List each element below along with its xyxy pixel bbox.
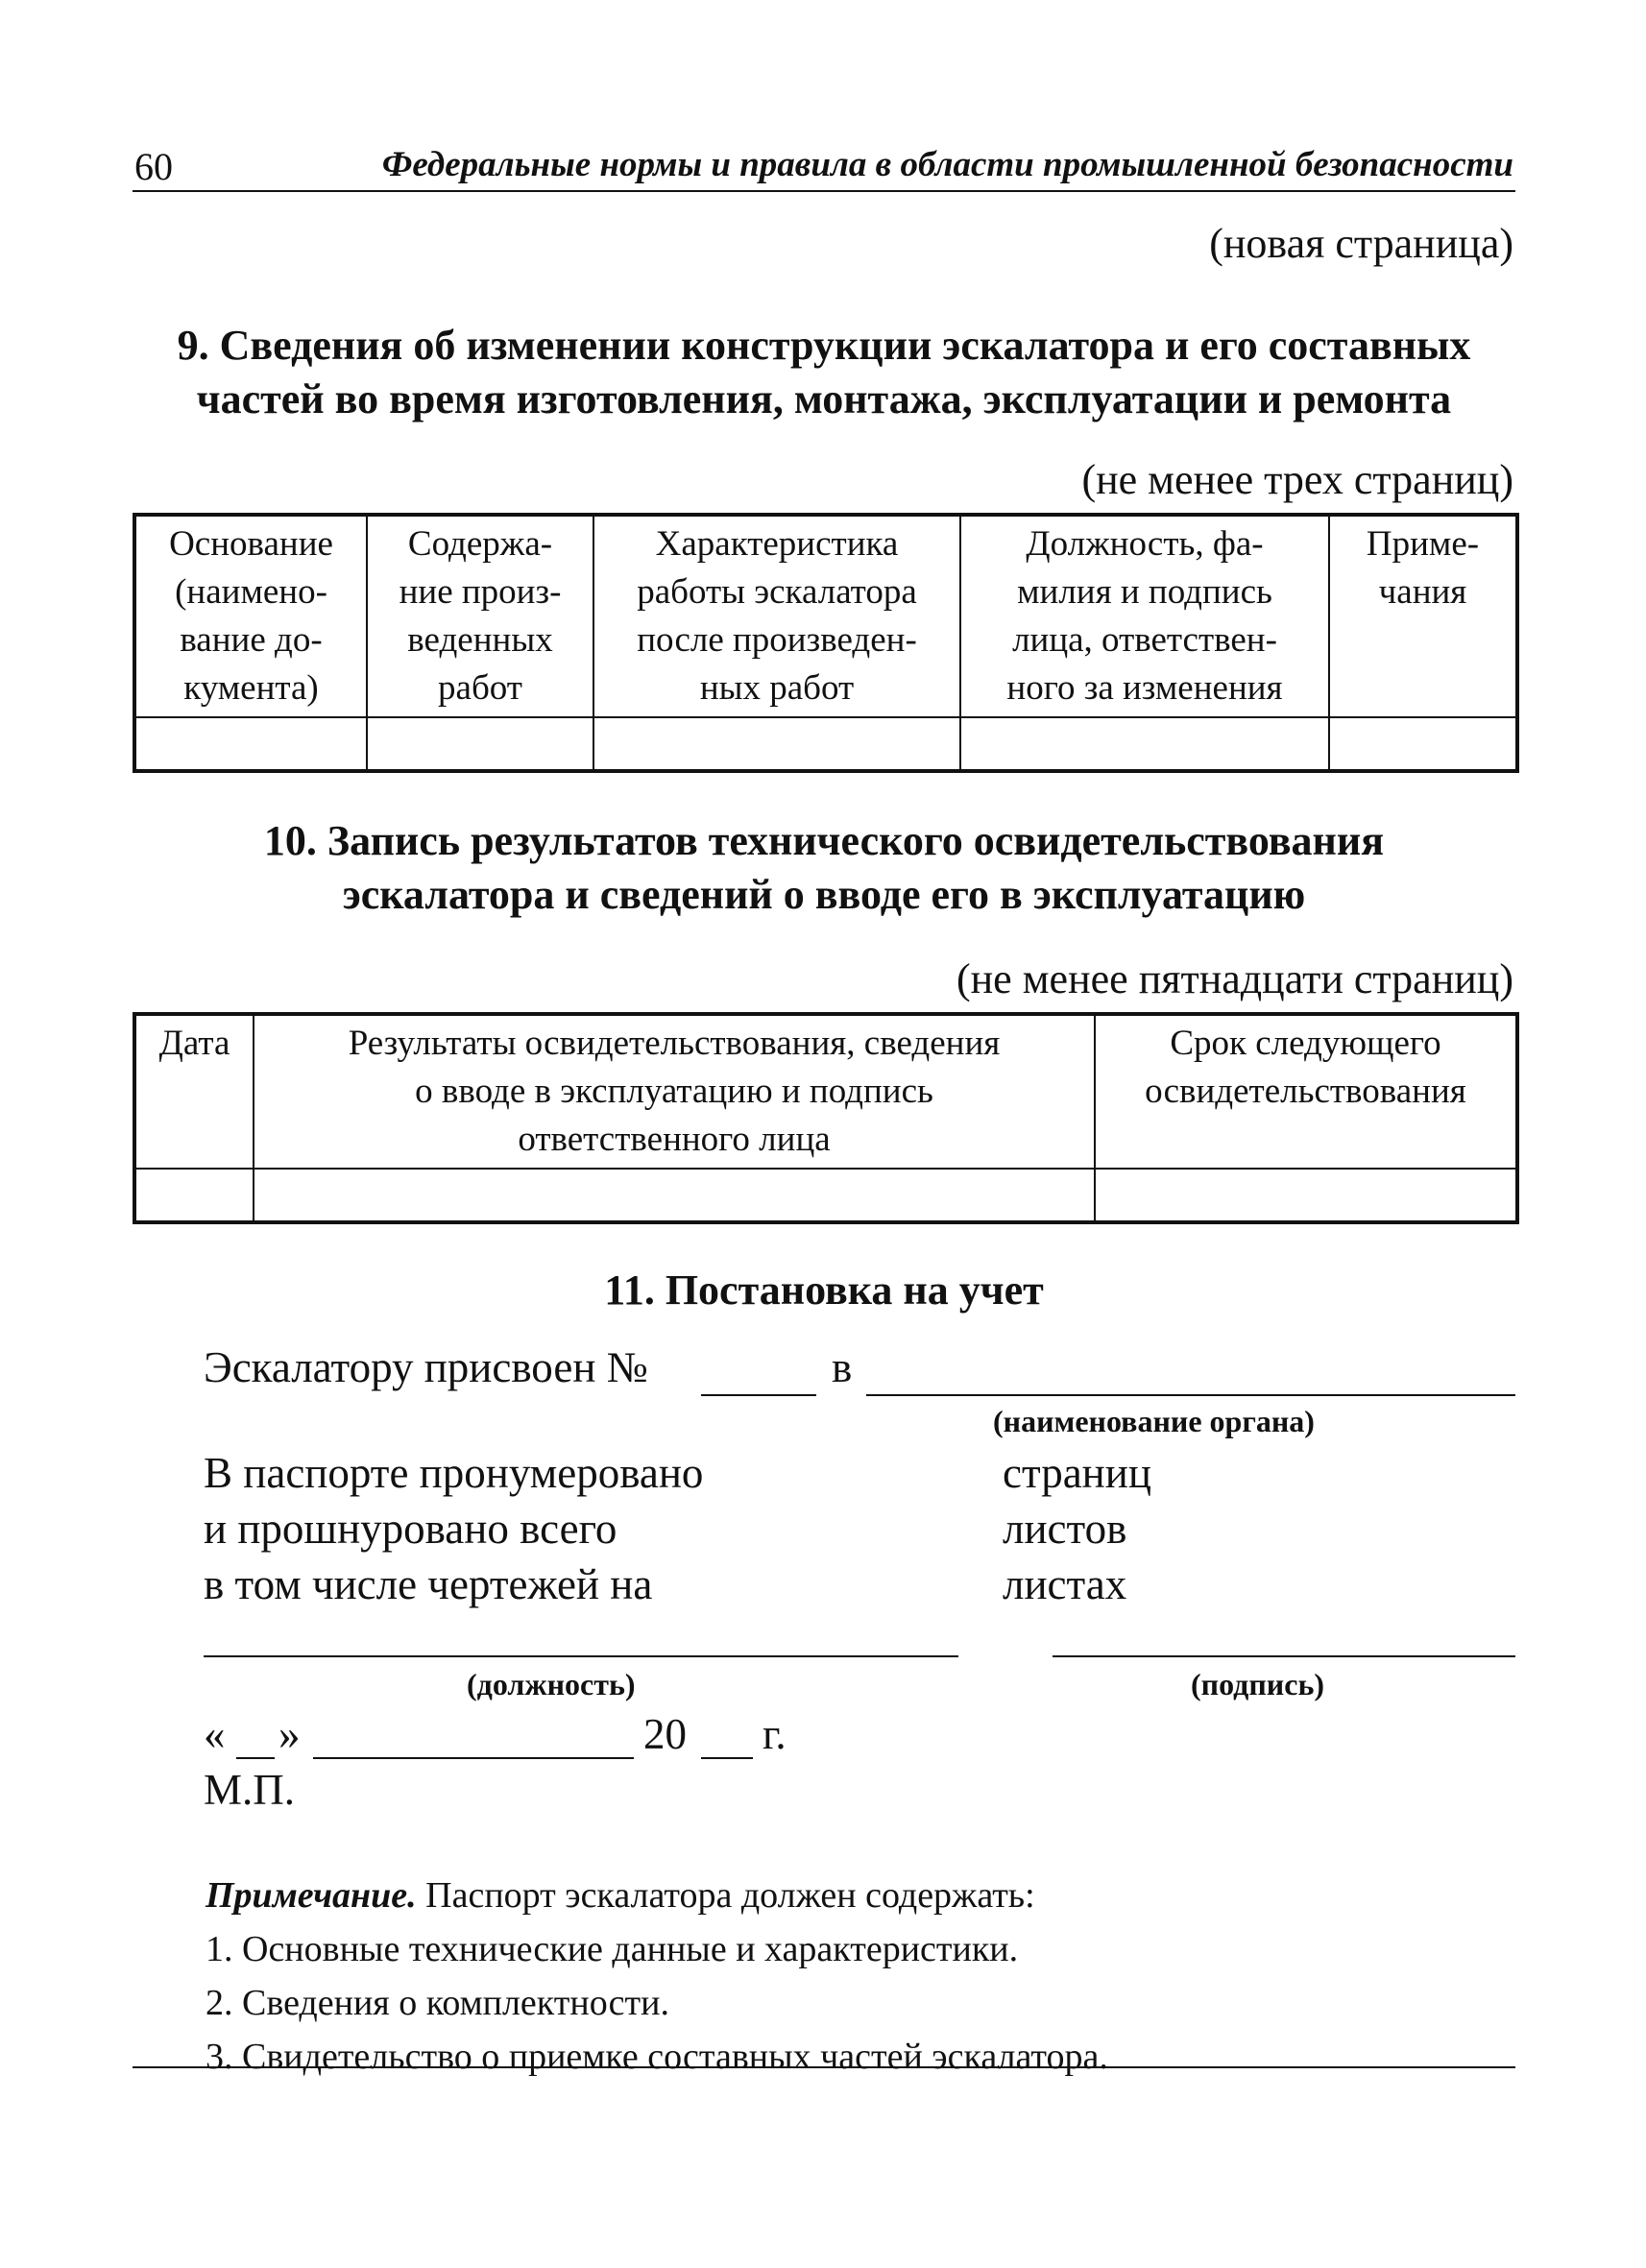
section10-title-line1: 10. Запись результатов технического освидетельствования xyxy=(263,817,1385,864)
year-field[interactable] xyxy=(701,1757,753,1759)
notes-label: Примечание. xyxy=(206,1875,417,1916)
col-characteristic: Характеристика работы эскалатора после произведен- ных работ xyxy=(593,515,960,717)
org-caption: (наименование органа) xyxy=(993,1404,1315,1438)
section9-title-line1: 9. Сведения об изменении конструкции эскалатора и его составных xyxy=(177,322,1471,369)
empty-cell[interactable] xyxy=(134,1169,254,1222)
section9-title xyxy=(133,319,1515,426)
drawings-unit: листах xyxy=(1003,1560,1127,1608)
sheets-label: и прошнуровано всего xyxy=(204,1505,617,1553)
section9-empty-row xyxy=(134,717,1517,771)
notes-intro xyxy=(206,1869,1108,1922)
notes-item: 1. Основные технические данные и характеристики. xyxy=(206,1929,1019,1969)
position-field[interactable] xyxy=(204,1655,958,1657)
section10-title xyxy=(133,814,1515,922)
empty-cell[interactable] xyxy=(1095,1169,1517,1222)
col-basis: Основание (наимено- вание до- кумента) xyxy=(134,515,367,717)
day-field[interactable] xyxy=(236,1757,275,1759)
col-results: Результаты освидетельствования, сведения о вводе в эксплуатацию и подпись ответственного лица xyxy=(254,1014,1095,1169)
empty-cell[interactable] xyxy=(367,717,593,771)
running-title: Федеральные нормы и правила в области промышленной безопасности xyxy=(381,145,1513,184)
notes-block xyxy=(206,1869,1108,2084)
col-notes: Приме- чания xyxy=(1329,515,1517,717)
section9-table xyxy=(133,513,1519,773)
notes-intro-text: Паспорт эскалатора должен содержать: xyxy=(416,1875,1035,1916)
stamp-label: М.П. xyxy=(204,1766,296,1814)
number-field[interactable] xyxy=(701,1394,816,1396)
bottom-rule xyxy=(133,2066,1515,2068)
pages-label: В паспорте пронумеровано xyxy=(204,1449,704,1497)
empty-cell[interactable] xyxy=(593,717,960,771)
pages-unit: страниц xyxy=(1003,1449,1151,1497)
date-close-quote: » xyxy=(278,1710,301,1758)
empty-cell[interactable] xyxy=(134,717,367,771)
assigned-in-label: в xyxy=(832,1343,853,1391)
year-prefix: 20 xyxy=(643,1710,687,1758)
empty-cell[interactable] xyxy=(254,1169,1095,1222)
page-number: 60 xyxy=(134,145,173,188)
month-field[interactable] xyxy=(313,1757,634,1759)
authority-field[interactable] xyxy=(866,1394,1515,1396)
assigned-label: Эскалатору присвоен № xyxy=(204,1343,648,1391)
col-date: Дата xyxy=(134,1014,254,1169)
date-open-quote: « xyxy=(204,1710,226,1758)
empty-cell[interactable] xyxy=(960,717,1329,771)
notes-item: 2. Сведения о комплектности. xyxy=(206,1983,669,2023)
section9-header-row xyxy=(134,515,1517,717)
section10-empty-row xyxy=(134,1169,1517,1222)
section9-title-line2: частей во время изготовления, монтажа, эксплуатации и ремонта xyxy=(196,375,1452,422)
signature-caption: (подпись) xyxy=(1191,1667,1325,1701)
drawings-label: в том числе чертежей на xyxy=(204,1560,653,1608)
col-next-inspection: Срок следующего освидетельствования xyxy=(1095,1014,1517,1169)
signature-field[interactable] xyxy=(1053,1655,1515,1657)
year-suffix: г. xyxy=(762,1710,787,1758)
section10-header-row xyxy=(134,1014,1517,1169)
col-work-content: Содержа- ние произ- веденных работ xyxy=(367,515,593,717)
header-rule xyxy=(133,190,1515,192)
new-page-note: (новая страница) xyxy=(1209,220,1513,267)
position-caption: (должность) xyxy=(467,1667,636,1701)
section10-title-line2: эскалатора и сведений о вводе его в эксплуатацию xyxy=(342,871,1306,918)
col-responsible: Должность, фа- милия и подпись лица, ответствен- ного за изменения xyxy=(960,515,1329,717)
section11-title: 11. Постановка на учет xyxy=(604,1267,1044,1314)
notes-item: 3. Свидетельство о приемке составных частей эскалатора. xyxy=(206,2037,1108,2077)
section9-count-note: (не менее трех страниц) xyxy=(1081,456,1513,503)
sheets-unit: листов xyxy=(1003,1505,1127,1553)
section10-table xyxy=(133,1012,1519,1224)
section10-count-note: (не менее пятнадцати страниц) xyxy=(956,955,1513,1002)
empty-cell[interactable] xyxy=(1329,717,1517,771)
